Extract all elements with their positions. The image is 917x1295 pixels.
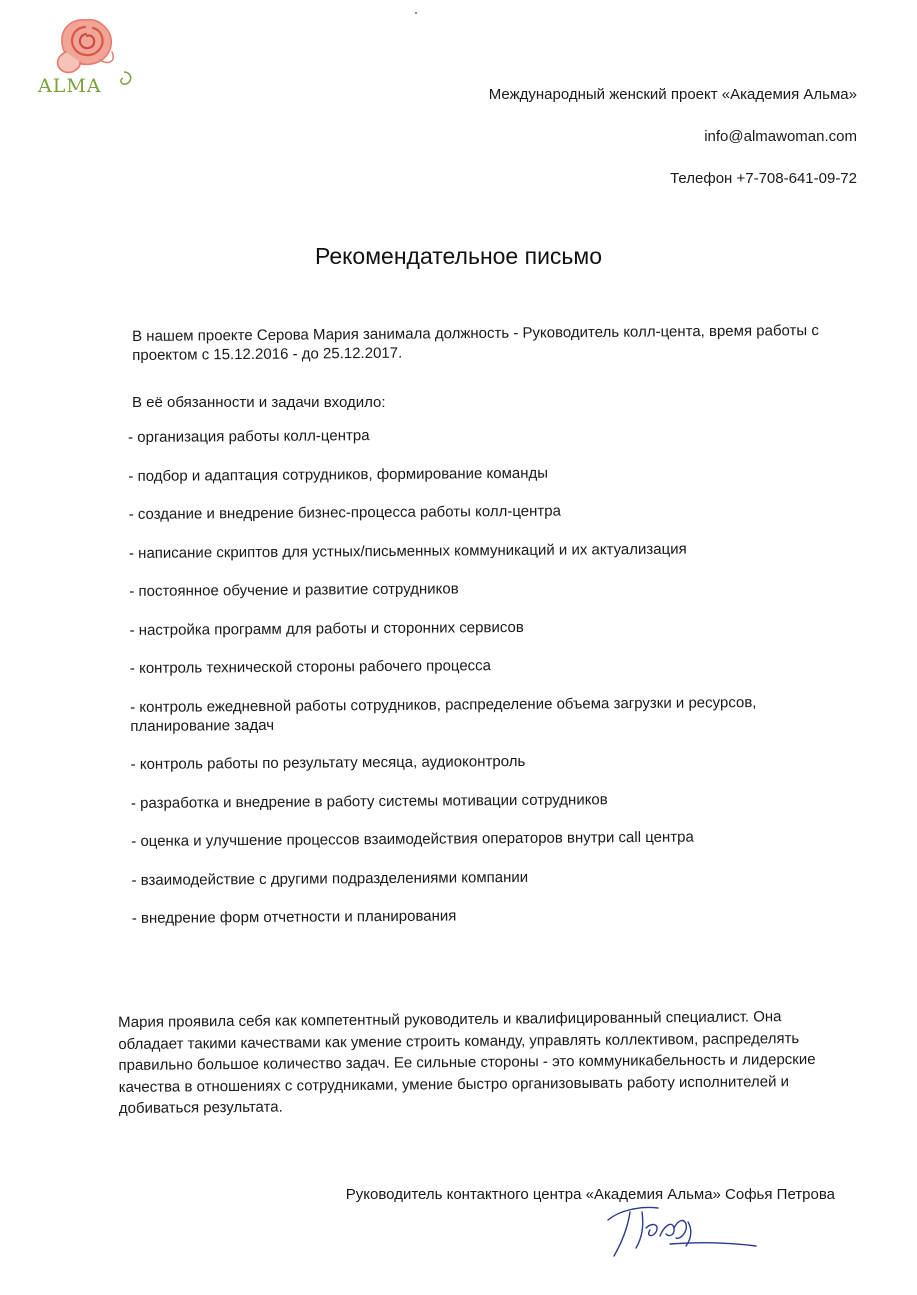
duty-item: - организация работы колл-центра <box>128 427 370 446</box>
duty-item: - постоянное обучение и развитие сотрудников <box>129 580 459 600</box>
duty-item: - контроль ежедневной работы сотрудников, распределение объема загрузки и ресурсов, планирование задач <box>130 693 757 735</box>
duty-item: - контроль работы по результату месяца, аудиоконтроль <box>130 752 526 773</box>
duty-item: - оценка и улучшение процессов взаимодействия операторов внутри call центра <box>131 828 694 850</box>
duty-item: - разработка и внедрение в работу системы мотивации сотрудников <box>130 790 608 812</box>
duty-item: - подбор и адаптация сотрудников, формирование команды <box>128 464 549 485</box>
closing-paragraph: Мария проявила себя как компетентный руководитель и квалифицированный специалист. Она обладает такими качествами как умение строить команду, управлять коллективом, распределять правильно большое количество задач. Ее сильные стороны - это коммуникабельность и лидерские качества в отношениях с сотрудниками, умение быстро организовывать работу исполнителей и добиваться результата. <box>118 1008 816 1117</box>
signatory-line: Руководитель контактного центра «Академия Альма» Софья Петрова <box>345 1186 835 1203</box>
handwritten-signature <box>600 1198 765 1268</box>
duty-item: - внедрение форм отчетности и планирования <box>131 907 457 927</box>
email-address: info@almawoman.com <box>704 128 857 145</box>
intro-paragraph: В нашем проекте Серова Мария занимала должность - Руководитель колл-цента, время работы с проектом с 15.12.2016 - до 25.12.2017. <box>132 322 819 364</box>
duties-list <box>128 422 852 947</box>
rose-icon <box>36 12 136 104</box>
letter-title: Рекомендательное письмо <box>314 243 603 269</box>
duty-item: - создание и внедрение бизнес-процесса работы колл-центра <box>128 502 561 523</box>
letterhead <box>489 86 857 212</box>
duty-item: - контроль технической стороны рабочего процесса <box>129 657 492 677</box>
svg-text:ALMA: ALMA <box>38 75 102 97</box>
organization-name: Международный женский проект «Академия Альма» <box>488 86 857 103</box>
duty-item: - взаимодействие с другими подразделениями компании <box>131 868 529 889</box>
duty-item: - настройка программ для работы и сторонних сервисов <box>129 618 524 639</box>
phone-number: Телефон +7-708-641-09-72 <box>670 170 857 187</box>
duties-heading: В её обязанности и задачи входило: <box>132 394 386 411</box>
scan-speck <box>415 12 417 14</box>
alma-logo <box>36 12 136 104</box>
duty-item: - написание скриптов для устных/письменных коммуникаций и их актуализация <box>128 540 687 562</box>
